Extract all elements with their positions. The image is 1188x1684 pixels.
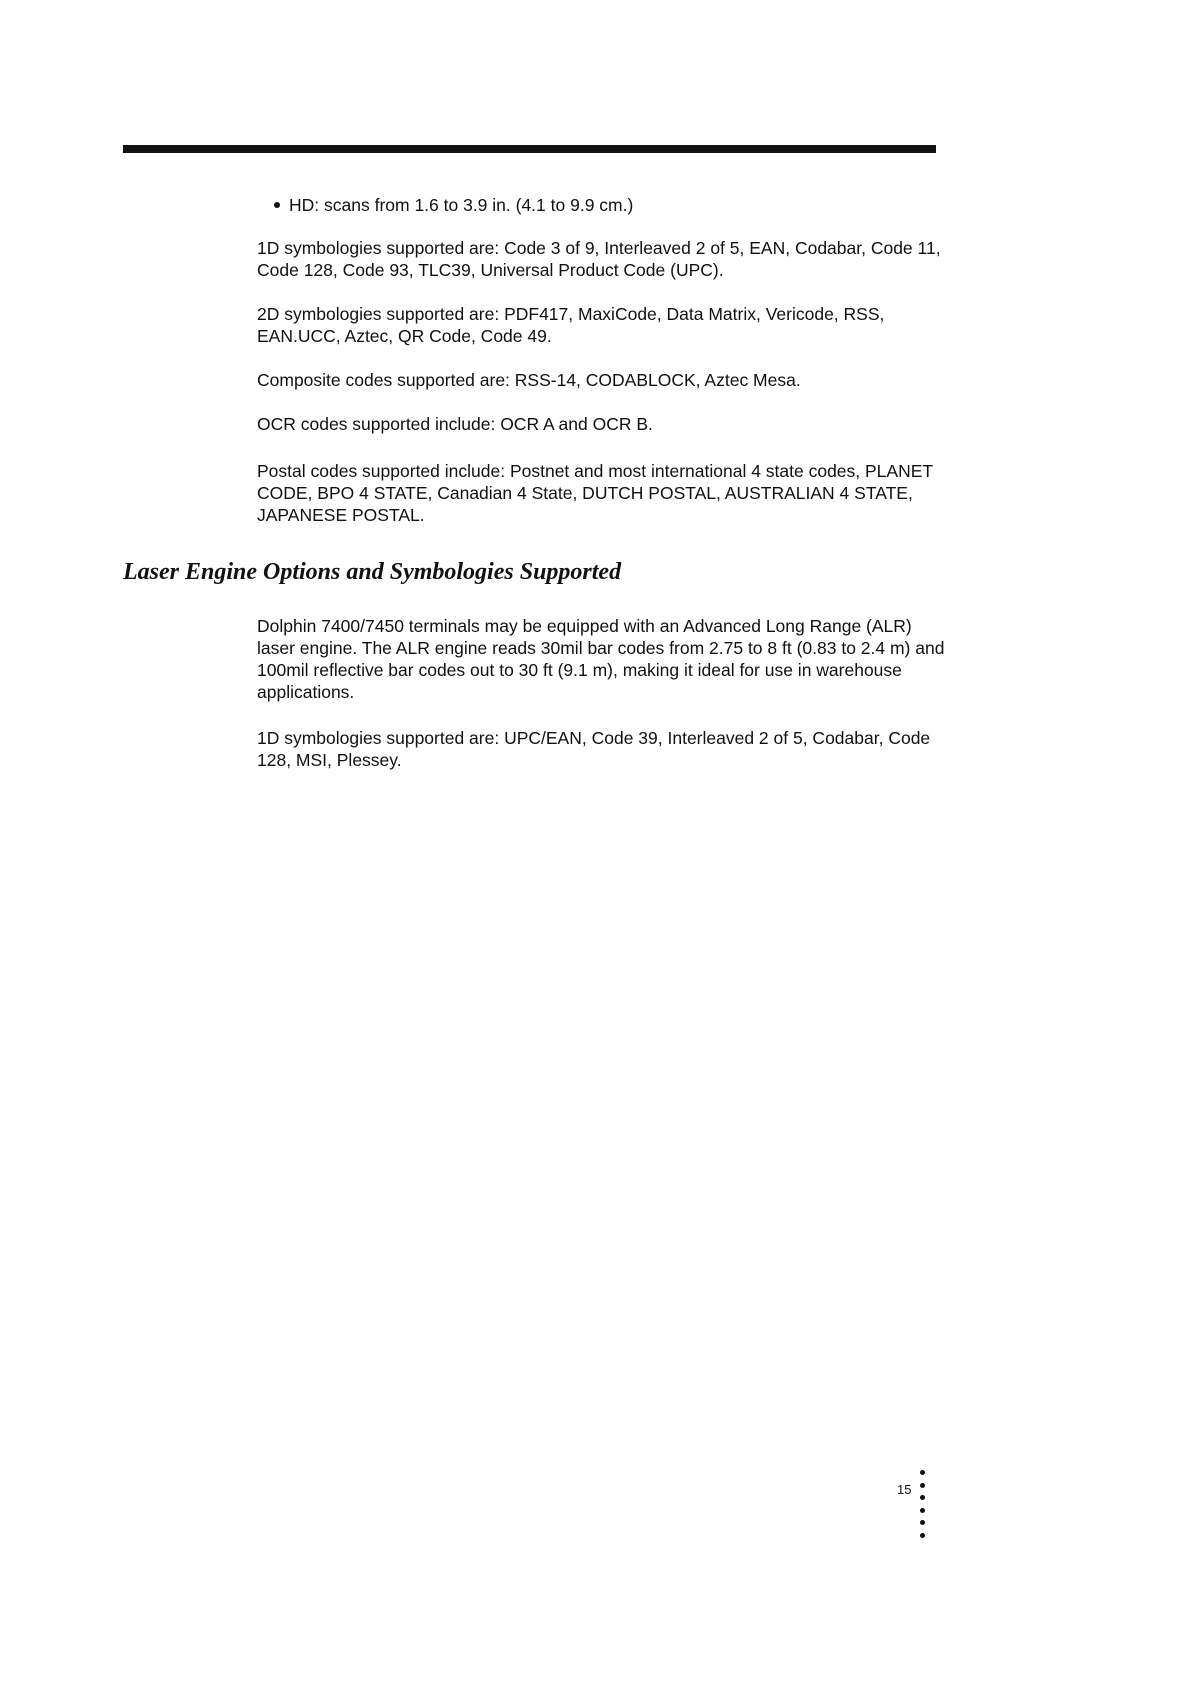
page-number: 15: [897, 1482, 912, 1497]
dot-icon: [920, 1495, 925, 1500]
section-heading: Laser Engine Options and Symbologies Supported: [123, 559, 622, 585]
margin-dots-decoration: [920, 1470, 926, 1545]
paragraph-composite-codes: Composite codes supported are: RSS-14, CODABLOCK, Aztec Mesa.: [257, 370, 801, 390]
bullet-item: [289, 194, 633, 216]
paragraph-1d-symbologies: 1D symbologies supported are: Code 3 of 9, Interleaved 2 of 5, EAN, Codabar, Code 11, Code 128, Code 93, TLC39, Universal Product Code (UPC).: [257, 238, 941, 280]
paragraph-postal-codes: Postal codes supported include: Postnet and most international 4 state codes, PLANET CODE, BPO 4 STATE, Canadian 4 State, DUTCH POSTAL, AUSTRALIAN 4 STATE, JAPANESE POSTAL.: [257, 461, 933, 525]
dot-icon: [920, 1470, 925, 1475]
header-rule: [123, 145, 936, 153]
dot-icon: [920, 1520, 925, 1525]
dot-icon: [920, 1533, 925, 1538]
paragraph-alr-engine: Dolphin 7400/7450 terminals may be equipped with an Advanced Long Range (ALR) laser engine. The ALR engine reads 30mil bar codes from 2.75 to 8 ft (0.83 to 2.4 m) and 100mil reflective bar codes out to 30 ft (9.1 m), making it ideal for use in warehouse applications.: [257, 616, 945, 702]
paragraph-2d-symbologies: 2D symbologies supported are: PDF417, MaxiCode, Data Matrix, Vericode, RSS, EAN.UCC, Aztec, QR Code, Code 49.: [257, 304, 885, 346]
paragraph-laser-1d-symbologies: 1D symbologies supported are: UPC/EAN, Code 39, Interleaved 2 of 5, Codabar, Code 128, MSI, Plessey.: [257, 728, 931, 770]
paragraph-ocr-codes: OCR codes supported include: OCR A and OCR B.: [257, 414, 653, 434]
dot-icon: [920, 1508, 925, 1513]
bullet-text: HD: scans from 1.6 to 3.9 in. (4.1 to 9.9 cm.): [289, 195, 634, 215]
bullet-dot-icon: [274, 202, 280, 208]
dot-icon: [920, 1483, 925, 1488]
